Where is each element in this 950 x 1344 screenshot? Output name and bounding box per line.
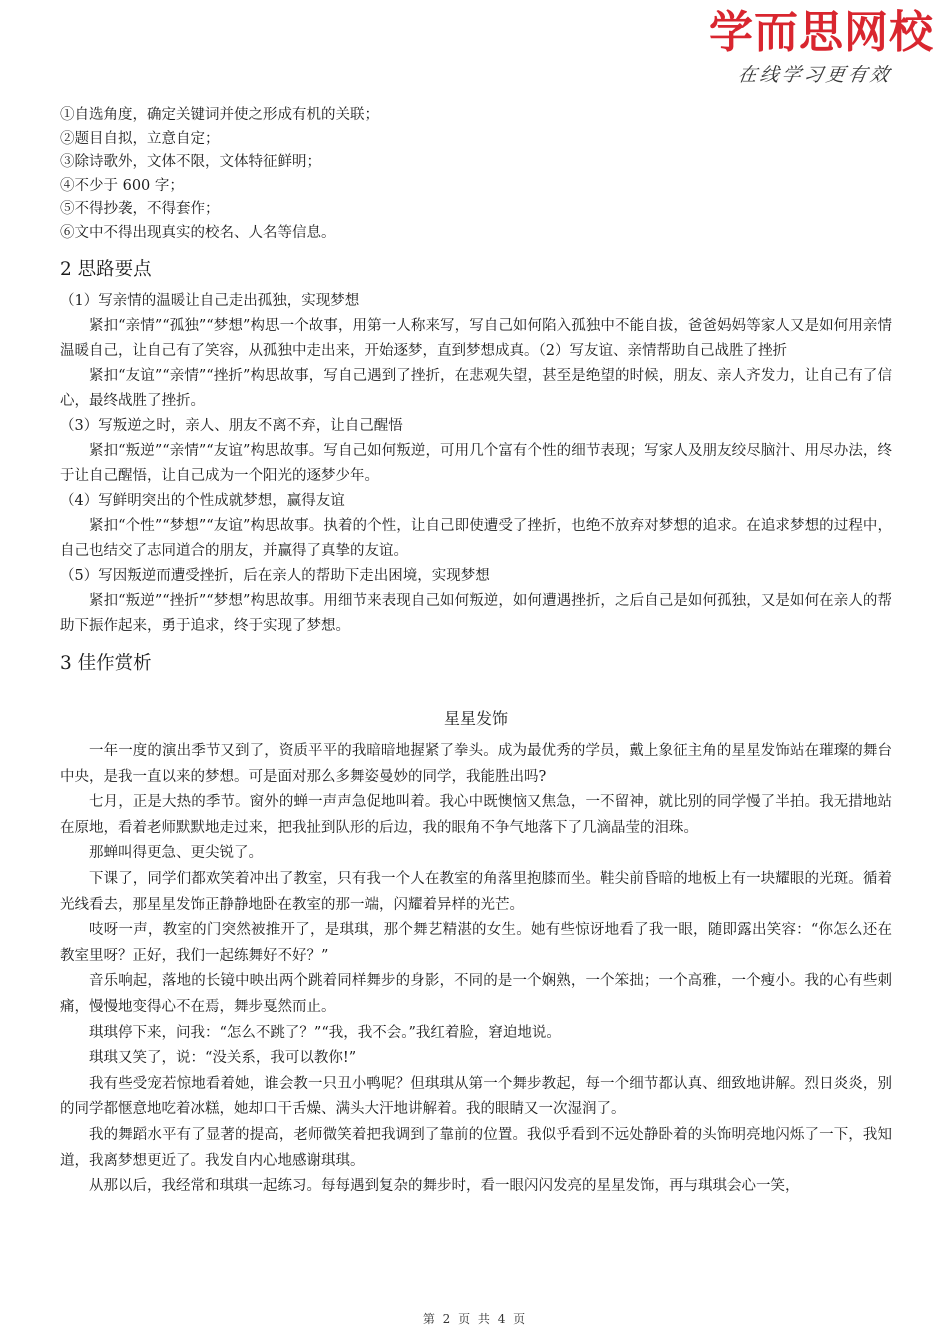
essay-paragraph: 七月，正是大热的季节。窗外的蝉一声声急促地叫着。我心中既懊恼又焦急，一不留神，就比别的同学慢了半拍。我无措地站在原地，看着老师默默地走过来，把我扯到队形的后边，我的眼角不争气地落下了几滴晶莹的泪珠。 bbox=[60, 794, 892, 836]
essay-paragraph: 琪琪停下来，问我：“怎么不跳了？”“我，我不会。”我红着脸，窘迫地说。 bbox=[89, 1024, 561, 1041]
requirement-item: ⑥文中不得出现真实的校名、人名等信息。 bbox=[60, 224, 336, 241]
essay-paragraph: 那蝉叫得更急、更尖锐了。 bbox=[89, 845, 263, 862]
idea-text: 紧扣“叛逆”“亲情”“友谊”构思故事。写自己如何叛逆，可用几个富有个性的细节表现；写家人及朋友绞尽脑汁、用尽办法，终于让自己醒悟，让自己成为一个阳光的逐梦少年。 bbox=[60, 443, 892, 484]
essay-paragraph: 一年一度的演出季节又到了，资质平平的我暗暗地握紧了拳头。成为最优秀的学员，戴上象征主角的星星发饰站在璀璨的舞台中央，是我一直以来的梦想。可是面对那么多舞姿曼妙的同学，我能胜出吗? bbox=[60, 743, 892, 785]
idea-title: （5）写因叛逆而遭受挫折，后在亲人的帮助下走出困境，实现梦想 bbox=[60, 568, 490, 584]
brand-logo bbox=[680, 6, 940, 86]
idea-text: 紧扣“个性”“梦想”“友谊”构思故事。执着的个性，让自己即使遭受了挫折，也绝不放弃对梦想的追求。在追求梦想的过程中，自己也结交了志同道合的朋友，并赢得了真挚的友谊。 bbox=[60, 518, 892, 559]
essay-paragraph: 从那以后，我经常和琪琪一起练习。每每遇到复杂的舞步时，看一眼闪闪发亮的星星发饰，再与琪琪会心一笑， bbox=[89, 1178, 800, 1195]
section-heading-ideas: 2 思路要点 bbox=[60, 259, 152, 280]
section-heading-essay: 3 佳作赏析 bbox=[60, 653, 152, 674]
logo-slogan: 在线学习更有效 bbox=[736, 64, 894, 86]
idea-text: 紧扣“友谊”“亲情”“挫折”构思故事，写自己遇到了挫折，在悲观失望，甚至是绝望的时候，朋友、亲人齐发力，让自己有了信心，最终战胜了挫折。 bbox=[60, 368, 892, 409]
requirement-item: ①自选角度，确定关键词并使之形成有机的关联； bbox=[60, 107, 379, 123]
essay-paragraph: 吱呀一声，教室的门突然被推开了，是琪琪，那个舞艺精湛的女生。她有些惊讶地看了我一眼，随即露出笑容：“你怎么还在教室里呀？正好，我们一起练舞好不好？” bbox=[60, 922, 892, 964]
essay-paragraph: 我有些受宠若惊地看着她，谁会教一只丑小鸭呢？但琪琪从第一个舞步教起，每一个细节都认真、细致地讲解。烈日炎炎，别的同学都惬意地吃着冰糕，她却口干舌燥、满头大汗地讲解着。我的眼睛又一次湿润了。 bbox=[60, 1075, 892, 1118]
essay-paragraph: 我的舞蹈水平有了显著的提高，老师微笑着把我调到了靠前的位置。我似乎看到不远处静卧着的头饰明亮地闪烁了一下，我知道，我离梦想更近了。我发自内心地感谢琪琪。 bbox=[60, 1126, 892, 1169]
essay-paragraph: 下课了，同学们都欢笑着冲出了教室，只有我一个人在教室的角落里抱膝而坐。鞋尖前昏暗的地板上有一块耀眼的光斑。循着光线看去，那星星发饰正静静地卧在教室的那一端，闪耀着异样的光芒。 bbox=[60, 870, 892, 913]
idea-text: 紧扣“亲情”“孤独”“梦想”构思一个故事，用第一人称来写，写自己如何陷入孤独中不能自拔，爸爸妈妈等家人又是如何用亲情温暖自己，让自己有了笑容，从孤独中走出来，开始逐梦，直到梦想成真。（2）写友谊、亲情帮助自己战胜了挫折 bbox=[60, 318, 892, 359]
idea-title: （1）写亲情的温暖让自己走出孤独，实现梦想 bbox=[60, 293, 360, 309]
essay-title: 星星发饰 bbox=[443, 709, 508, 728]
essay-body bbox=[60, 739, 892, 1200]
requirement-item: ⑤不得抄袭，不得套作； bbox=[60, 201, 220, 217]
idea-title: （4）写鲜明突出的个性成就梦想，赢得友谊 bbox=[60, 493, 345, 509]
requirement-item: ④不少于 600 字； bbox=[60, 177, 184, 194]
logo-title: 学而思网校 bbox=[709, 7, 934, 58]
document-body bbox=[60, 104, 892, 1200]
idea-text: 紧扣“叛逆”“挫折”“梦想”构思故事。用细节来表现自己如何叛逆，如何遭遇挫折，之后自己是如何孤独，又是如何在亲人的帮助下振作起来，勇于追求，终于实现了梦想。 bbox=[60, 593, 892, 634]
page-number: 第 2 页 共 4 页 bbox=[422, 1312, 528, 1326]
requirement-item: ③除诗歌外，文体不限，文体特征鲜明； bbox=[60, 154, 321, 170]
idea-title: （3）写叛逆之时，亲人、朋友不离不弃，让自己醒悟 bbox=[60, 418, 403, 434]
essay-paragraph: 琪琪又笑了，说：“没关系，我可以教你!” bbox=[89, 1050, 357, 1067]
ideas-section bbox=[60, 289, 892, 639]
essay-paragraph: 音乐响起，落地的长镜中映出两个跳着同样舞步的身影，不同的是一个娴熟，一个笨拙；一个高雅，一个瘦小。我的心有些刺痛，慢慢地变得心不在焉，舞步戛然而止。 bbox=[60, 973, 892, 1015]
requirements-list bbox=[60, 104, 892, 245]
requirement-item: ②题目自拟，立意自定； bbox=[60, 130, 220, 147]
